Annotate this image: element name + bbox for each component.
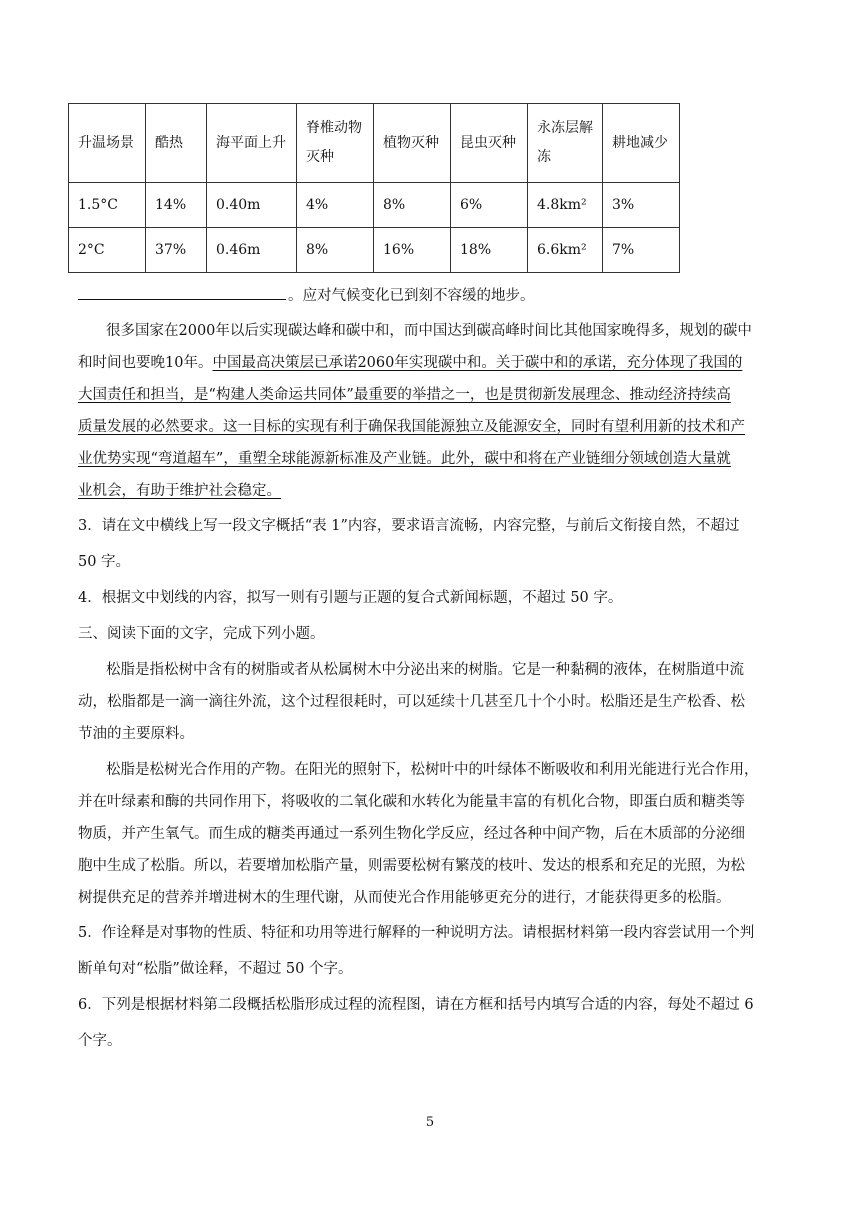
question-3-line: 50 字。	[78, 554, 131, 570]
table-cell: 16%	[374, 228, 451, 273]
paragraph-line	[78, 351, 742, 372]
table-cell: 8%	[374, 183, 451, 228]
table-header-cell: 昆虫灭种	[451, 104, 528, 183]
paragraph-line: 节油的主要原料。	[78, 726, 194, 742]
page-number: 5	[425, 1115, 435, 1130]
table-cell: 14%	[146, 183, 207, 228]
table-cell: 2°C	[69, 228, 146, 273]
table-header-cell: 耕地减少	[603, 104, 680, 183]
paragraph-line: 胞中生成了松脂。所以，若要增加松脂产量，则需要松树有繁茂的枝叶、发达的根系和充足的光照，为松	[78, 858, 745, 874]
table-cell: 6.6km²	[528, 228, 603, 273]
table-header-row	[69, 104, 680, 183]
underlined-line: 质量发展的必然要求。这一目标的实现有利于确保我国能源独立及能源安全，同时有望利用新的技术和产	[78, 419, 745, 435]
plain-text: 和时间也要晚10年。	[78, 355, 213, 371]
fill-in-line	[78, 284, 535, 305]
table-cell: 7%	[603, 228, 680, 273]
table-cell: 1.5°C	[69, 183, 146, 228]
table-cell: 4%	[297, 183, 374, 228]
table-header-cell: 海平面上升	[207, 104, 297, 183]
table-row	[69, 183, 680, 228]
paragraph-line: 树提供充足的营养并增进树木的生理代谢，从而使光合作用能够更充分的进行，才能获得更多的松脂。	[78, 890, 731, 906]
table-cell: 4.8km²	[528, 183, 603, 228]
warming-scenario-table	[68, 103, 680, 273]
question-6-line: 6．下列是根据材料第二段概括松脂形成过程的流程图，请在方框和括号内填写合适的内容，每处不超过 6	[78, 997, 754, 1013]
paragraph-line: 动，松脂都是一滴一滴往外流，这个过程很耗时，可以延续十几甚至几十个小时。松脂还是生产松香、松	[78, 694, 745, 710]
paragraph-line: 很多国家在2000年以后实现碳达峰和碳中和，而中国达到碳高峰时间比其他国家晚得多，规划的碳中	[106, 323, 752, 339]
paragraph-line: 物质，并产生氧气。而生成的糖类再通过一系列生物化学反应，经过各种中间产物，后在木质部的分泌细	[78, 826, 745, 842]
table-row	[69, 228, 680, 273]
paragraph-line: 松脂是松树光合作用的产物。在阳光的照射下，松树叶中的叶绿体不断吸收和利用光能进行光合作用，	[106, 762, 759, 778]
table-cell: 8%	[297, 228, 374, 273]
underlined-text: 中国最高决策层已承诺2060年实现碳中和。关于碳中和的承诺，充分体现了我国的	[212, 355, 743, 371]
question-3-line: 3．请在文中横线上写一段文字概括“表 1”内容，要求语言流畅，内容完整，与前后文衔接自然，不超过	[78, 518, 740, 534]
table-cell: 0.46m	[207, 228, 297, 273]
after-table-text: 。应对气候变化已到刻不容缓的地步。	[288, 288, 535, 304]
question-4: 4．根据文中划线的内容，拟写一则有引题与正题的复合式新闻标题，不超过 50 字。	[78, 590, 623, 606]
question-5-line: 5．作诠释是对事物的性质、特征和功用等进行解释的一种说明方法。请根据材料第一段内容尝试用一个判	[78, 925, 755, 941]
paragraph-line: 并在叶绿素和酶的共同作用下，将吸收的二氧化碳和水转化为能量丰富的有机化合物，即蛋白质和糖类等	[78, 794, 745, 810]
question-5-line: 断单句对“松脂”做诠释，不超过 50 个字。	[78, 961, 353, 977]
table-header-cell: 植物灭种	[374, 104, 451, 183]
table-cell: 37%	[146, 228, 207, 273]
answer-blank[interactable]	[78, 287, 286, 300]
underlined-line: 业优势实现“弯道超车”，重塑全球能源新标准及产业链。此外，碳中和将在产业链细分领域创造大量就	[78, 451, 731, 467]
paragraph-line: 松脂是指松树中含有的树脂或者从松属树木中分泌出来的树脂。它是一种黏稠的液体，在树脂道中流	[106, 662, 744, 678]
table-cell: 0.40m	[207, 183, 297, 228]
underlined-line: 大国责任和担当，是“构建人类命运共同体”最重要的举措之一，也是贯彻新发展理念、推动经济持续高	[78, 387, 731, 403]
section-heading: 三、阅读下面的文字，完成下列小题。	[78, 626, 325, 642]
table-header-cell: 酷热	[146, 104, 207, 183]
underlined-line: 业机会，有助于维护社会稳定。	[78, 483, 281, 499]
table-header-cell: 升温场景	[69, 104, 146, 183]
table-header-cell: 永冻层解冻	[528, 104, 603, 183]
question-6-line: 个字。	[78, 1033, 122, 1049]
table-cell: 3%	[603, 183, 680, 228]
table-cell: 6%	[451, 183, 528, 228]
table-header-cell: 脊椎动物灭种	[297, 104, 374, 183]
table-cell: 18%	[451, 228, 528, 273]
